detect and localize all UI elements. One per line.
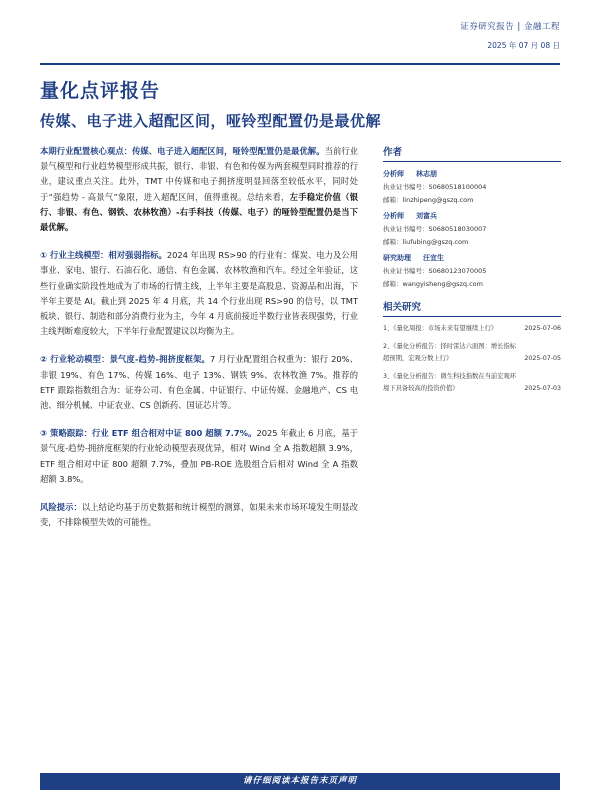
mainline-model-lead: ① 行业主线模型：相对强弱指标。 — [40, 250, 167, 261]
mainline-model-text: 2024 年出现 RS>90 的行业有：煤炭、电力及公用事业、家电、银行、石油石化、通信、有色金属、农林牧渔和汽车。经过全年验证，这些行业确实阶段性地成为了市场的行情主线，上半年主要是高股息、资源品和出海，下半年主要是 AI。截止到 2025 年 4 月底，共 14 个行业出现 RS>90 的信号，以 TMT 板块、银行、制造和部分消费行业为主，今年 4 月底前接近半数行业皆表现强势，行业主线判断难度较大，下半年行业配置建议以均衡为主。 — [40, 250, 358, 337]
report-date: 2025 年 07 月 08 日 — [487, 41, 560, 50]
header-divider — [40, 63, 560, 65]
related-item-title: 1、《量化周报：市场未来有望继续上行》 — [383, 325, 498, 332]
risk-text: 以上结论均基于历史数据和统计模型的测算，如果未来市场环境发生明显改变，不排除模型失效的可能性。 — [40, 502, 358, 528]
main-body — [40, 144, 358, 543]
author-role: 研究助理 — [383, 254, 411, 262]
strategy-tracking-lead: ③ 策略跟踪：行业 ETF 组合相对中证 800 超额 7.7%。 — [40, 428, 257, 439]
author-role: 分析师 — [383, 170, 404, 178]
author-cert: 执业证书编号：S0680123070005 — [383, 267, 487, 275]
related-item-date: 2025-07-05 — [524, 355, 561, 362]
related-item[interactable] — [383, 341, 561, 366]
core-view-text: 当前行业景气模型和行业趋势模型形成共振，银行、非银、有色和传媒为两套模型同时推荐的行业，建议重点关注。此外，TMT 中传媒和电子拥挤度明显回落至较低水平，同时处于“强趋势 - 高景气”象限，进入超配区间，值得重视。总结来看， — [40, 146, 358, 202]
author-cert: 执业证书编号：S0680518030007 — [383, 225, 487, 233]
related-item-date: 2025-07-06 — [524, 325, 561, 332]
related-item-title: 2、《量化分析报告：择时雷达六面图：增长指标超预期，宏观分数上行》 — [383, 342, 517, 362]
author-name: 汪宜生 — [423, 254, 444, 262]
rotation-model-lead: ② 行业轮动模型：景气度-趋势-拥挤度框架。 — [40, 354, 211, 365]
mainline-model-paragraph — [40, 248, 358, 339]
related-item-title: 3、《量化分析报告：微生科技指数在当前宏观环境下具备较高的投资价值》 — [383, 372, 517, 392]
sidebar — [383, 144, 561, 401]
author-email[interactable]: 邮箱：linzhipeng@gszq.com — [383, 196, 474, 204]
risk-paragraph — [40, 500, 358, 530]
report-category: 证券研究报告 | 金融工程 — [460, 22, 560, 32]
related-item-date: 2025-07-03 — [524, 385, 561, 392]
related-title: 相关研究 — [383, 299, 561, 317]
author-name: 刘富兵 — [416, 212, 437, 220]
risk-lead: 风险提示： — [40, 502, 82, 513]
report-header — [460, 20, 560, 51]
strategy-tracking-paragraph — [40, 426, 358, 487]
report-title: 传媒、电子进入超配区间，哑铃型配置仍是最优解 — [40, 112, 382, 130]
author-item — [383, 210, 561, 249]
author-cert: 执业证书编号：S0680518100004 — [383, 183, 487, 191]
footer-disclaimer: 请仔细阅读本报告末页声明 — [40, 773, 560, 790]
author-role: 分析师 — [383, 212, 404, 220]
core-view-conclusion: 左手稳定价值（银行、非银、有色、钢铁、农林牧渔）-右手科技（传媒、电子）的哑铃型配置仍是当下最优解。 — [40, 191, 358, 233]
author-item — [383, 252, 561, 291]
related-item[interactable] — [383, 323, 561, 336]
core-view-paragraph — [40, 144, 358, 235]
related-research — [383, 299, 561, 396]
author-email[interactable]: 邮箱：liufubing@gszq.com — [383, 238, 469, 246]
report-type: 量化点评报告 — [40, 80, 161, 102]
author-email[interactable]: 邮箱：wangyisheng@gszq.com — [383, 280, 483, 288]
author-name: 林志朋 — [416, 170, 437, 178]
strategy-tracking-text: 2025 年截止 6 月底，基于景气度-趋势-拥挤度框架的行业轮动模型表现优异，相对 Wind 全 A 指数超额 3.9%，ETF 组合相对中证 800 超额 7.7%，叠加 PB-ROE 选股组合后相对 Wind 全 A 指数超额 3.8%。 — [40, 428, 358, 484]
related-item[interactable] — [383, 371, 561, 396]
rotation-model-text: 7 月行业配置组合权重为：银行 20%、非银 19%、有色 17%、传媒 16%、电子 13%、钢铁 9%、农林牧渔 7%。推荐的 ETF 跟踪指数组合为：证券公司、有色金属、中证银行、中证传媒、金融地产、CS 电池、细分机械、中证农业、CS 创新药、国证芯片等。 — [40, 354, 358, 411]
authors-title: 作者 — [383, 144, 561, 162]
author-item — [383, 168, 561, 207]
core-view-lead: 本期行业配置核心观点：传媒、电子进入超配区间，哑铃型配置仍是最优解。 — [40, 146, 325, 156]
rotation-model-paragraph — [40, 352, 358, 413]
